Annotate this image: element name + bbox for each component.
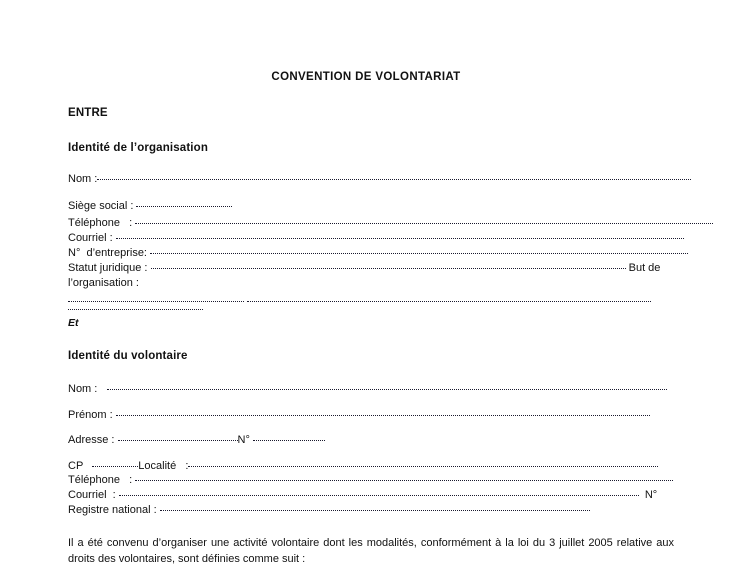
field-row-vol-cp-localite[interactable] — [68, 459, 658, 473]
field-dotted-line-org-but-1a[interactable] — [68, 301, 244, 302]
field-row-org-telephone[interactable] — [68, 216, 713, 230]
field-row-vol-adresse[interactable] — [68, 433, 325, 447]
field-row-org-siege-social[interactable] — [68, 199, 232, 213]
field-label-org-nom: Nom : — [68, 173, 98, 185]
field-row-org-nom[interactable] — [68, 172, 691, 186]
field-trailing-but-de: But de — [625, 262, 661, 274]
field-row-org-but-line-2[interactable] — [68, 311, 203, 312]
field-row-org-but-line-1[interactable] — [68, 294, 651, 308]
field-dotted-line-org-courriel[interactable] — [116, 238, 684, 239]
field-dotted-line-vol-localite[interactable] — [188, 466, 658, 467]
field-label-vol-nom: Nom : — [68, 383, 107, 395]
field-label-org-but: l’organisation : — [68, 277, 139, 289]
field-label-vol-cp: CP — [68, 460, 93, 472]
field-row-vol-registre-national[interactable] — [68, 503, 590, 517]
field-row-org-but — [68, 276, 139, 290]
field-trailing-vol-numero: N° — [638, 489, 658, 501]
field-label-org-numero-entreprise: N° d’entreprise: — [68, 247, 151, 259]
field-dotted-line-org-telephone[interactable] — [135, 223, 713, 224]
field-dotted-line-org-numero-entreprise[interactable] — [150, 253, 688, 254]
field-label-vol-prenom: Prénom : — [68, 409, 116, 421]
field-dotted-line-vol-telephone[interactable] — [135, 480, 673, 481]
field-label-org-statut-juridique: Statut juridique : — [68, 262, 151, 274]
section-heading-volontaire: Identité du volontaire — [68, 350, 188, 362]
field-label-vol-adresse-numero: N° — [237, 434, 253, 446]
field-dotted-line-vol-cp[interactable] — [92, 466, 138, 467]
field-dotted-line-vol-courriel[interactable] — [119, 495, 639, 496]
field-dotted-line-org-but-1b[interactable] — [247, 301, 651, 302]
field-row-vol-telephone[interactable] — [68, 473, 673, 487]
section-heading-organisation: Identité de l’organisation — [68, 142, 208, 154]
connector-label-et: Et — [68, 317, 79, 329]
field-dotted-line-vol-adresse[interactable] — [118, 440, 238, 441]
field-label-vol-courriel: Courriel : — [68, 489, 119, 501]
field-dotted-line-org-statut-juridique[interactable] — [151, 268, 626, 269]
field-row-org-statut-juridique[interactable] — [68, 261, 660, 275]
page-title: CONVENTION DE VOLONTARIAT — [271, 71, 461, 83]
field-dotted-line-org-nom[interactable] — [97, 179, 691, 180]
closing-paragraph: Il a été convenu d’organiser une activité volontaire dont les modalités, conformément à la loi du 3 juillet 2005 relative aux droits des volontaires, sont définies comme suit : — [68, 537, 674, 565]
field-row-org-numero-entreprise[interactable] — [68, 246, 688, 260]
field-label-org-courriel: Courriel : — [68, 232, 116, 244]
field-dotted-line-vol-adresse-numero[interactable] — [253, 440, 325, 441]
section-heading-entre: ENTRE — [68, 107, 108, 119]
field-label-vol-telephone: Téléphone : — [68, 474, 136, 486]
field-label-org-siege-social: Siège social : — [68, 200, 137, 212]
field-dotted-line-vol-registre-national[interactable] — [160, 510, 590, 511]
field-dotted-line-org-siege-social[interactable] — [136, 206, 232, 207]
field-dotted-line-vol-prenom[interactable] — [116, 415, 650, 416]
field-label-vol-localite: Localité : — [138, 460, 189, 472]
field-row-vol-prenom[interactable] — [68, 408, 650, 422]
field-row-vol-courriel[interactable] — [68, 488, 657, 502]
field-label-vol-registre-national: Registre national : — [68, 504, 160, 516]
field-row-org-courriel[interactable] — [68, 231, 684, 245]
field-label-org-telephone: Téléphone : — [68, 217, 136, 229]
field-dotted-line-org-but-2[interactable] — [68, 309, 203, 310]
field-row-vol-nom[interactable] — [68, 382, 667, 396]
field-label-vol-adresse: Adresse : — [68, 434, 118, 446]
field-dotted-line-vol-nom[interactable] — [107, 389, 667, 390]
